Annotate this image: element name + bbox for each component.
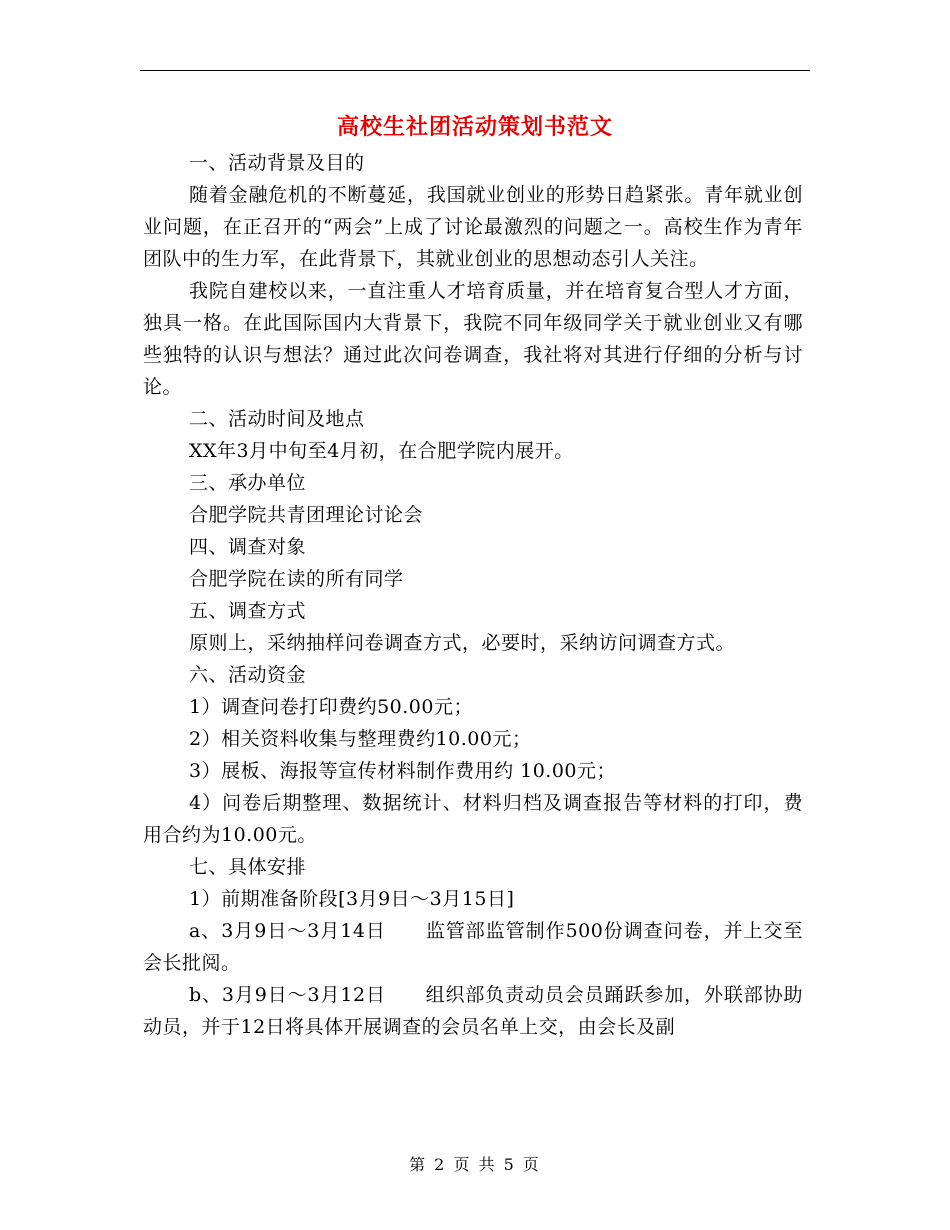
list-item: 2）相关资料收集与整理费约10.00元； (189, 728, 532, 750)
header-rule (140, 70, 810, 71)
section-heading-time-place: 二、活动时间及地点 (189, 408, 365, 430)
body-paragraph: 原则上，采纳抽样问卷调查方式，必要时，采纳访问调查方式。 (189, 632, 736, 654)
body-paragraph: 合肥学院在读的所有同学 (189, 568, 404, 590)
list-item: a、3月9日～3月14日 监管部监管制作500份调查问卷，并上交至会长批阅。 (143, 920, 803, 974)
list-item: 1）前期准备阶段[3月9日～3月15日] (189, 888, 515, 910)
document-title: 高校生社团活动策划书范文 (336, 114, 613, 140)
section-heading-target: 四、调查对象 (189, 536, 307, 558)
body-paragraph: 合肥学院共青团理论讨论会 (189, 504, 424, 526)
page-number: 第 2 页 共 5 页 (409, 1155, 541, 1174)
list-item: 4）问卷后期整理、数据统计、材料归档及调查报告等材料的打印，费用合约为10.00元。 (143, 792, 803, 846)
list-item: 1）调查问卷打印费约50.00元； (189, 696, 473, 718)
section-heading-schedule: 七、具体安排 (189, 856, 307, 878)
list-item: b、3月9日～3月12日 组织部负责动员会员踊跃参加，外联部协助动员，并于12日将具体开展调查的会员名单上交，由会长及副 (143, 984, 803, 1038)
section-heading-method: 五、调查方式 (189, 600, 307, 622)
section-heading-background: 一、活动背景及目的 (189, 152, 365, 174)
section-heading-funds: 六、活动资金 (189, 664, 307, 686)
list-item: 3）展板、海报等宣传材料制作费用约 10.00元； (189, 760, 617, 782)
body-paragraph: 我院自建校以来，一直注重人才培育质量，并在培育复合型人才方面，独具一格。在此国际国内大背景下，我院不同年级同学关于就业创业又有哪些独特的认识与想法？通过此次问卷调查，我社将对其进行仔细的分析与讨论。 (143, 280, 803, 398)
section-heading-organizer: 三、承办单位 (189, 472, 307, 494)
body-paragraph: 随着金融危机的不断蔓延，我国就业创业的形势日趋紧张。青年就业创业问题，在正召开的“两会”上成了讨论最激烈的问题之一。高校生作为青年团队中的生力军，在此背景下，其就业创业的思想动态引人关注。 (143, 184, 803, 270)
body-paragraph: XX年3月中旬至4月初，在合肥学院内展开。 (189, 440, 574, 462)
document-body (143, 147, 803, 1043)
